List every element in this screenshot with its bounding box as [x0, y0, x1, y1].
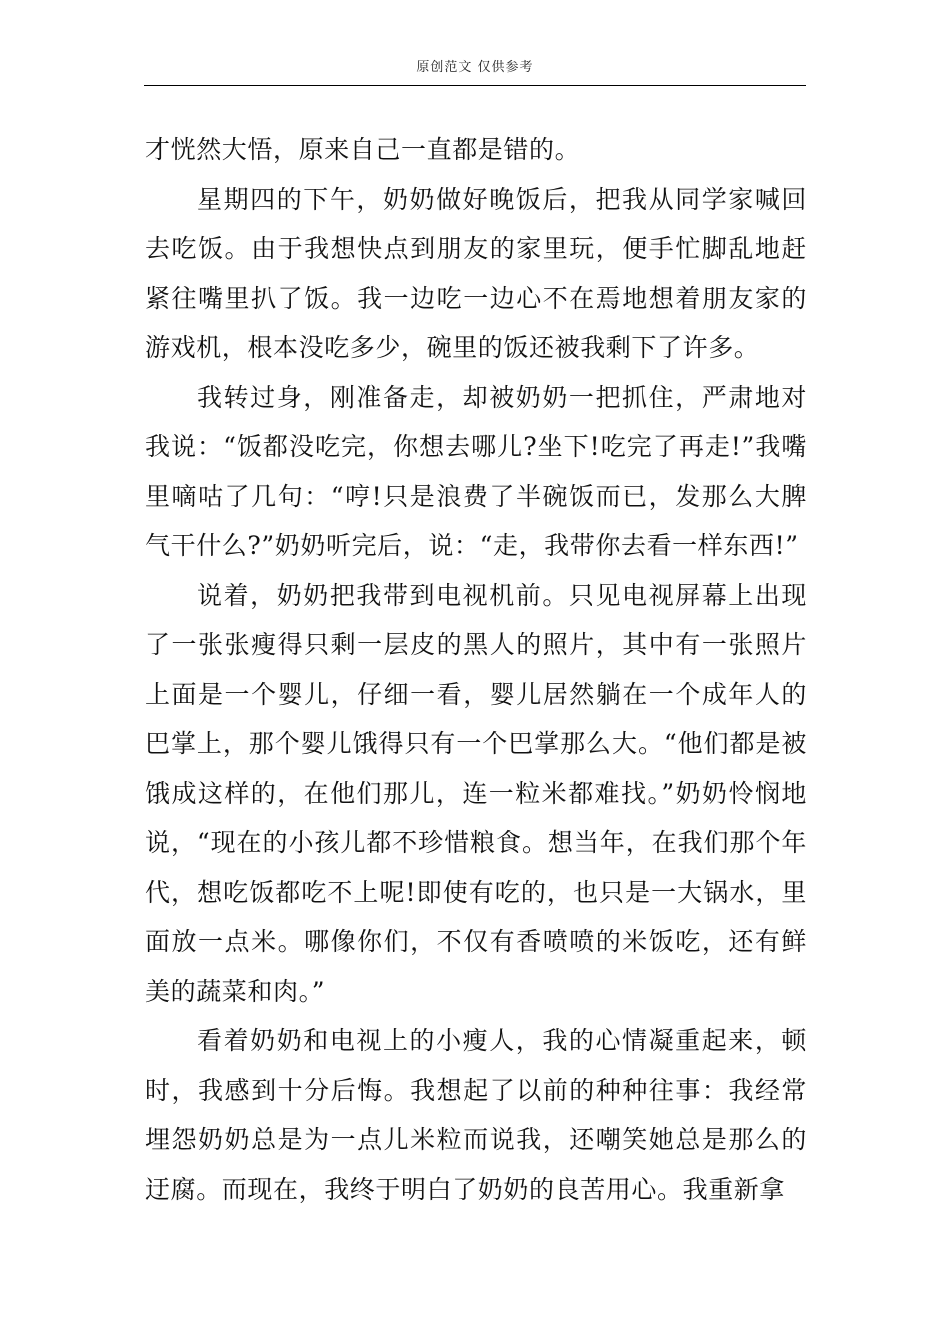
paragraph: 我转过身，刚准备走，却被奶奶一把抓住，严肃地对我说：“饭都没吃完，你想去哪儿?坐下!吃完了再走!”我嘴里嘀咕了几句：“哼!只是浪费了半碗饭而已，发那么大脾气干什么?”奶奶听完后，说：“走，我带你去看一样东西!”	[145, 382, 807, 560]
paragraph: 说着，奶奶把我带到电视机前。只见电视屏幕上出现了一张张瘦得只剩一层皮的黑人的照片，其中有一张照片上面是一个婴儿，仔细一看，婴儿居然躺在一个成年人的巴掌上，那个婴儿饿得只有一个巴掌那么大。“他们都是被饿成这样的，在他们那儿，连一粒米都难找。”奶奶怜悯地说，“现在的小孩儿都不珍惜粮食。想当年，在我们那个年代，想吃饭都吃不上呢!即使有吃的，也只是一大锅水，里面放一点米。哪像你们，不仅有香喷喷的米饭吃，还有鲜美的蔬菜和肉。”	[145, 580, 807, 1006]
header-divider	[144, 85, 806, 86]
paragraph-continuation: 才恍然大悟，原来自己一直都是错的。	[145, 135, 581, 164]
paragraph: 星期四的下午，奶奶做好晚饭后，把我从同学家喊回去吃饭。由于我想快点到朋友的家里玩，便手忙脚乱地赶紧往嘴里扒了饭。我一边吃一边心不在焉地想着朋友家的游戏机，根本没吃多少，碗里的饭还被我剩下了许多。	[145, 184, 807, 362]
document-body	[145, 125, 807, 1214]
page-header: 原创范文 仅供参考	[416, 60, 534, 75]
paragraph: 看着奶奶和电视上的小瘦人，我的心情凝重起来，顿时，我感到十分后悔。我想起了以前的种种往事：我经常埋怨奶奶总是为一点儿米粒而说我，还嘲笑她总是那么的迂腐。而现在，我终于明白了奶奶的良苦用心。我重新拿	[145, 1026, 807, 1204]
